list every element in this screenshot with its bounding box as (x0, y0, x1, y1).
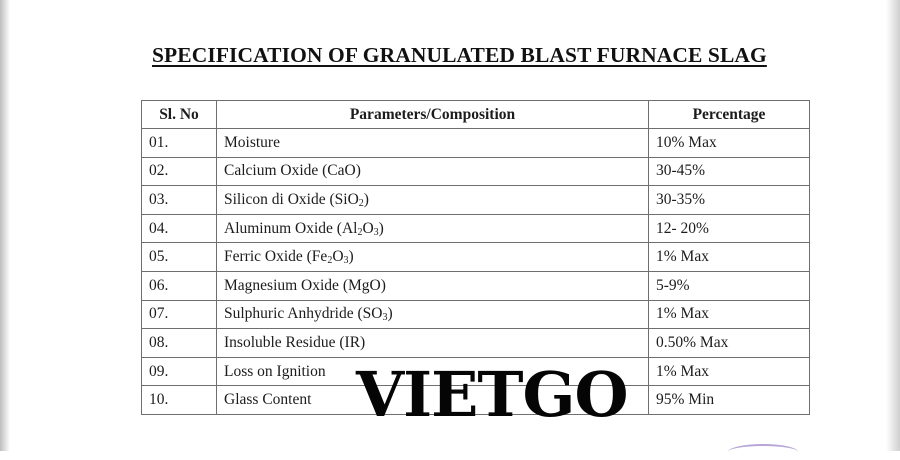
parameter-text: Magnesium Oxide (MgO) (224, 276, 386, 294)
cell-percentage: 12- 20% (649, 214, 810, 243)
parameter-text: Aluminum Oxide (Al (224, 219, 358, 237)
subscript: 2 (357, 226, 363, 238)
table-row (142, 157, 810, 186)
subscript: 2 (327, 255, 333, 267)
cell-sl-no: 06. (142, 271, 217, 300)
page-shadow-left (0, 0, 10, 451)
page-shadow-right (886, 0, 900, 451)
cell-parameter (217, 243, 649, 272)
cell-percentage: 10% Max (649, 129, 810, 158)
cell-percentage: 1% Max (649, 243, 810, 272)
document-title: SPECIFICATION OF GRANULATED BLAST FURNACE SLAG (152, 43, 767, 67)
subscript: 3 (382, 312, 388, 324)
table-row (142, 214, 810, 243)
parameter-tail: ) (378, 219, 384, 237)
cell-percentage: 1% Max (649, 357, 810, 386)
cell-parameter (217, 157, 649, 186)
table-row (142, 243, 810, 272)
parameter-text: Insoluble Residue (IR) (224, 333, 366, 351)
header-parameter: Parameters/Composition (217, 101, 649, 129)
parameter-tail: ) (363, 190, 369, 208)
cell-sl-no: 04. (142, 214, 217, 243)
parameter-text: Sulphuric Anhydride (SO (224, 305, 383, 323)
cell-parameter (217, 214, 649, 243)
parameter-text: Loss on Ignition (224, 362, 326, 380)
subscript: 3 (343, 255, 349, 267)
cell-sl-no: 05. (142, 243, 217, 272)
cell-percentage: 30-45% (649, 157, 810, 186)
cell-sl-no: 07. (142, 300, 217, 329)
table-row (142, 300, 810, 329)
parameter-text: Ferric Oxide (Fe (224, 248, 328, 266)
table-row (142, 329, 810, 358)
table-row (142, 271, 810, 300)
vietgo-watermark: VIETGO (356, 358, 628, 431)
subscript: 3 (373, 226, 379, 238)
cell-percentage: 30-35% (649, 186, 810, 215)
table-header-row (142, 101, 810, 129)
header-percentage: Percentage (649, 101, 810, 129)
parameter-tail: ) (387, 305, 393, 323)
parameter-text: Calcium Oxide (CaO) (224, 162, 361, 180)
table-row (142, 186, 810, 215)
cell-parameter (217, 129, 649, 158)
parameter-text: Silicon di Oxide (SiO (224, 190, 359, 208)
stamp-edge (728, 444, 798, 460)
parameter-text: Moisture (224, 133, 280, 151)
cell-percentage: 0.50% Max (649, 329, 810, 358)
parameter-tail: ) (348, 248, 354, 266)
cell-sl-no: 01. (142, 129, 217, 158)
cell-sl-no: 03. (142, 186, 217, 215)
cell-percentage: 1% Max (649, 300, 810, 329)
subscript: 2 (358, 197, 364, 209)
cell-parameter (217, 271, 649, 300)
cell-percentage: 5-9% (649, 271, 810, 300)
cell-parameter (217, 329, 649, 358)
parameter-text: Glass Content (224, 391, 312, 409)
cell-percentage: 95% Min (649, 386, 810, 415)
cell-parameter (217, 300, 649, 329)
table-row (142, 129, 810, 158)
cell-sl-no: 10. (142, 386, 217, 415)
cell-sl-no: 09. (142, 357, 217, 386)
cell-sl-no: 08. (142, 329, 217, 358)
cell-parameter (217, 186, 649, 215)
parameter-mid: O (362, 219, 374, 237)
cell-sl-no: 02. (142, 157, 217, 186)
header-sl-no: Sl. No (142, 101, 217, 129)
parameter-mid: O (332, 248, 344, 266)
